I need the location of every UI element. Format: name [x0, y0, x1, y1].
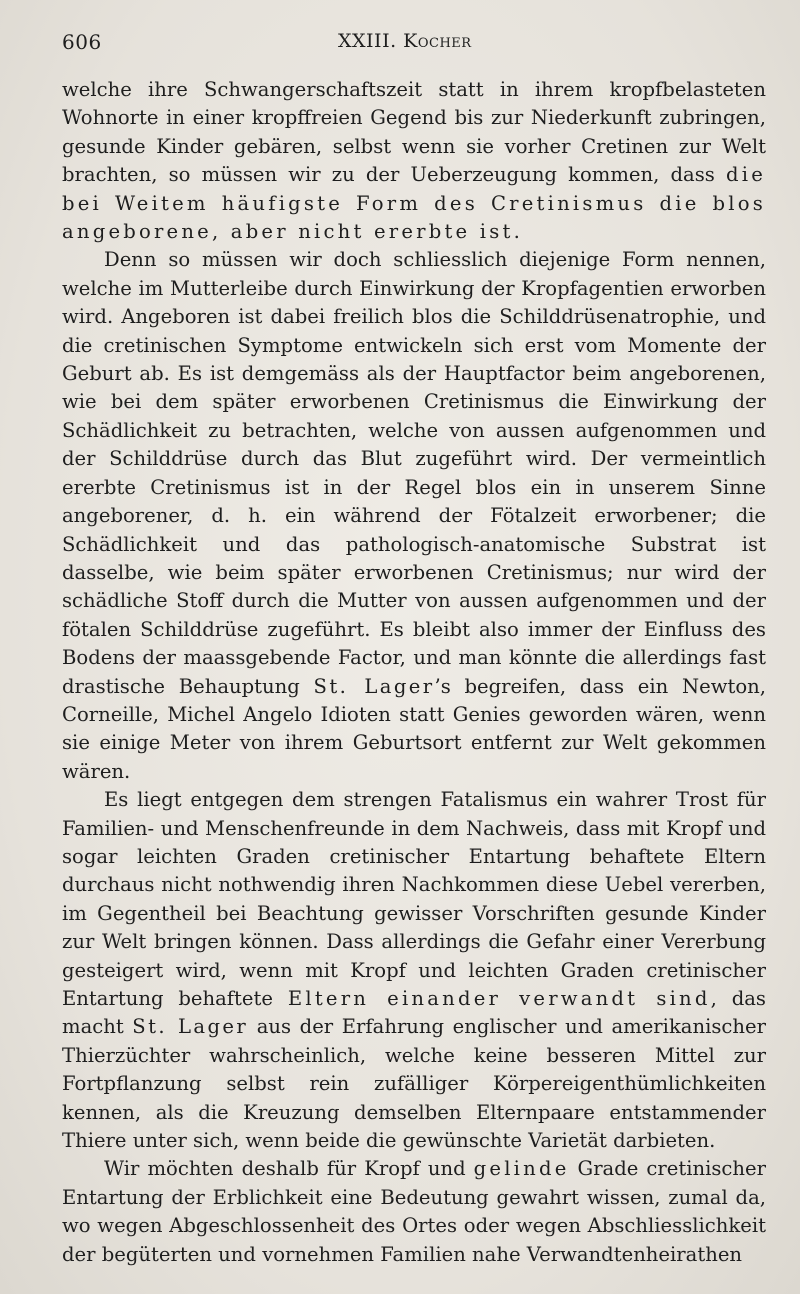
- running-head: [338, 30, 472, 52]
- p3-text-end: aus der Erfahrung englischer und amerikanischer Thierzüchter wahrscheinlich, welche keine besseren Mittel zur Fortpflanzung selbst rein zufälliger Körpereigenthümlichkeiten kennen, als die Kreuzung demselben Elternpaare entstammender Thiere unter sich, wenn beide die gewünschte Varietät darbieten.: [62, 1015, 766, 1153]
- p1-text: welche ihre Schwangerschaftszeit statt in ihrem kropfbelasteten Wohnorte in einer kropffreien Gegend bis zur Niederkunft zubringen, gesunde Kinder gebären, selbst wenn sie vorher Cretinen zur Welt brachten, so müssen wir zu der Ueberzeugung kommen, dass: [62, 78, 766, 187]
- p4-text-cont: Grade cretinischer Entartung der Erblichkeit eine Bedeutung gewahrt wissen, zumal da, wo wegen Abgeschlossenheit des Ortes oder wegen Abschliesslichkeit der begüterten und vornehmen Familien nahe Verwandtenheirathen: [62, 1157, 766, 1266]
- p2-text-cont: ’s begreifen, dass ein Newton, Corneille, Michel Angelo Idioten statt Genies geworden wären, wenn sie einige Meter von ihrem Geburtsort entfernt zur Welt gekommen wären.: [62, 674, 766, 783]
- p4-text: Wir möchten deshalb für Kropf und: [104, 1157, 474, 1181]
- p4-emphasis: gelinde: [473, 1157, 570, 1181]
- p3-author-name: St. Lager: [132, 1015, 249, 1039]
- p2-author-name: St. Lager: [313, 674, 435, 698]
- paragraph-1: [62, 76, 766, 246]
- paragraph-3: [62, 786, 766, 1155]
- p3-text: Es liegt entgegen dem strengen Fatalismus ein wahrer Trost für Familien- und Menschenfreunde in dem Nachweis, dass mit Kropf und sogar leichten Graden cretinischer Entartung behaftete Eltern durchaus nicht nothwendig ihren Nachkommen diese Uebel vererben, im Gegentheil bei Beachtung gewisser Vorschriften gesunde Kinder zur Welt bringen können. Dass allerdings die Gefahr einer Vererbung gesteigert wird, wenn mit Kropf und leichten Graden cretinischer Entartung behaftete: [62, 788, 766, 1010]
- paragraph-4: [62, 1155, 766, 1269]
- paragraph-2: [62, 246, 766, 786]
- body-text: [62, 76, 766, 1269]
- chapter-number: XXIII.: [338, 30, 397, 52]
- p2-text: Denn so müssen wir doch schliesslich diejenige Form nennen, welche im Mutterleibe durch Einwirkung der Kropfagentien erworben wird. Angeboren ist dabei freilich blos die Schilddrüsenatrophie, und die cretinischen Symptome entwickeln sich erst vom Momente der Geburt ab. Es ist demgemäss als der Hauptfactor beim angeborenen, wie bei dem später erworbenen Cretinismus die Einwirkung der Schädlichkeit zu betrachten, welche von aussen aufgenommen und der Schilddrüse durch das Blut zugeführt wird. Der vermeintlich ererbte Cretinismus ist in der Regel blos ein in unserem Sinne angeborener, d. h. ein während der Fötalzeit erworbener; die Schädlichkeit und das pathologisch-anatomische Substrat ist dasselbe, wie beim später erworbenen Cretinismus; nur wird der schädliche Stoff durch die Mutter von aussen aufgenommen und der fötalen Schilddrüse zugeführt. Es bleibt also immer der Einfluss des Bodens der maassgebende Factor, und man könnte die allerdings fast drastische Behauptung: [62, 248, 766, 698]
- page-number: 606: [62, 30, 102, 54]
- page-header: [62, 30, 760, 60]
- author-name: Kocher: [403, 30, 472, 52]
- p1-emphasis: die bei Weitem häufigste Form des Cretinismus die blos angeborene, aber nicht ererbte ist.: [62, 163, 766, 244]
- p3-text-cont: , das macht: [62, 987, 766, 1039]
- p3-emphasis: Eltern einander verwandt sind: [287, 987, 711, 1010]
